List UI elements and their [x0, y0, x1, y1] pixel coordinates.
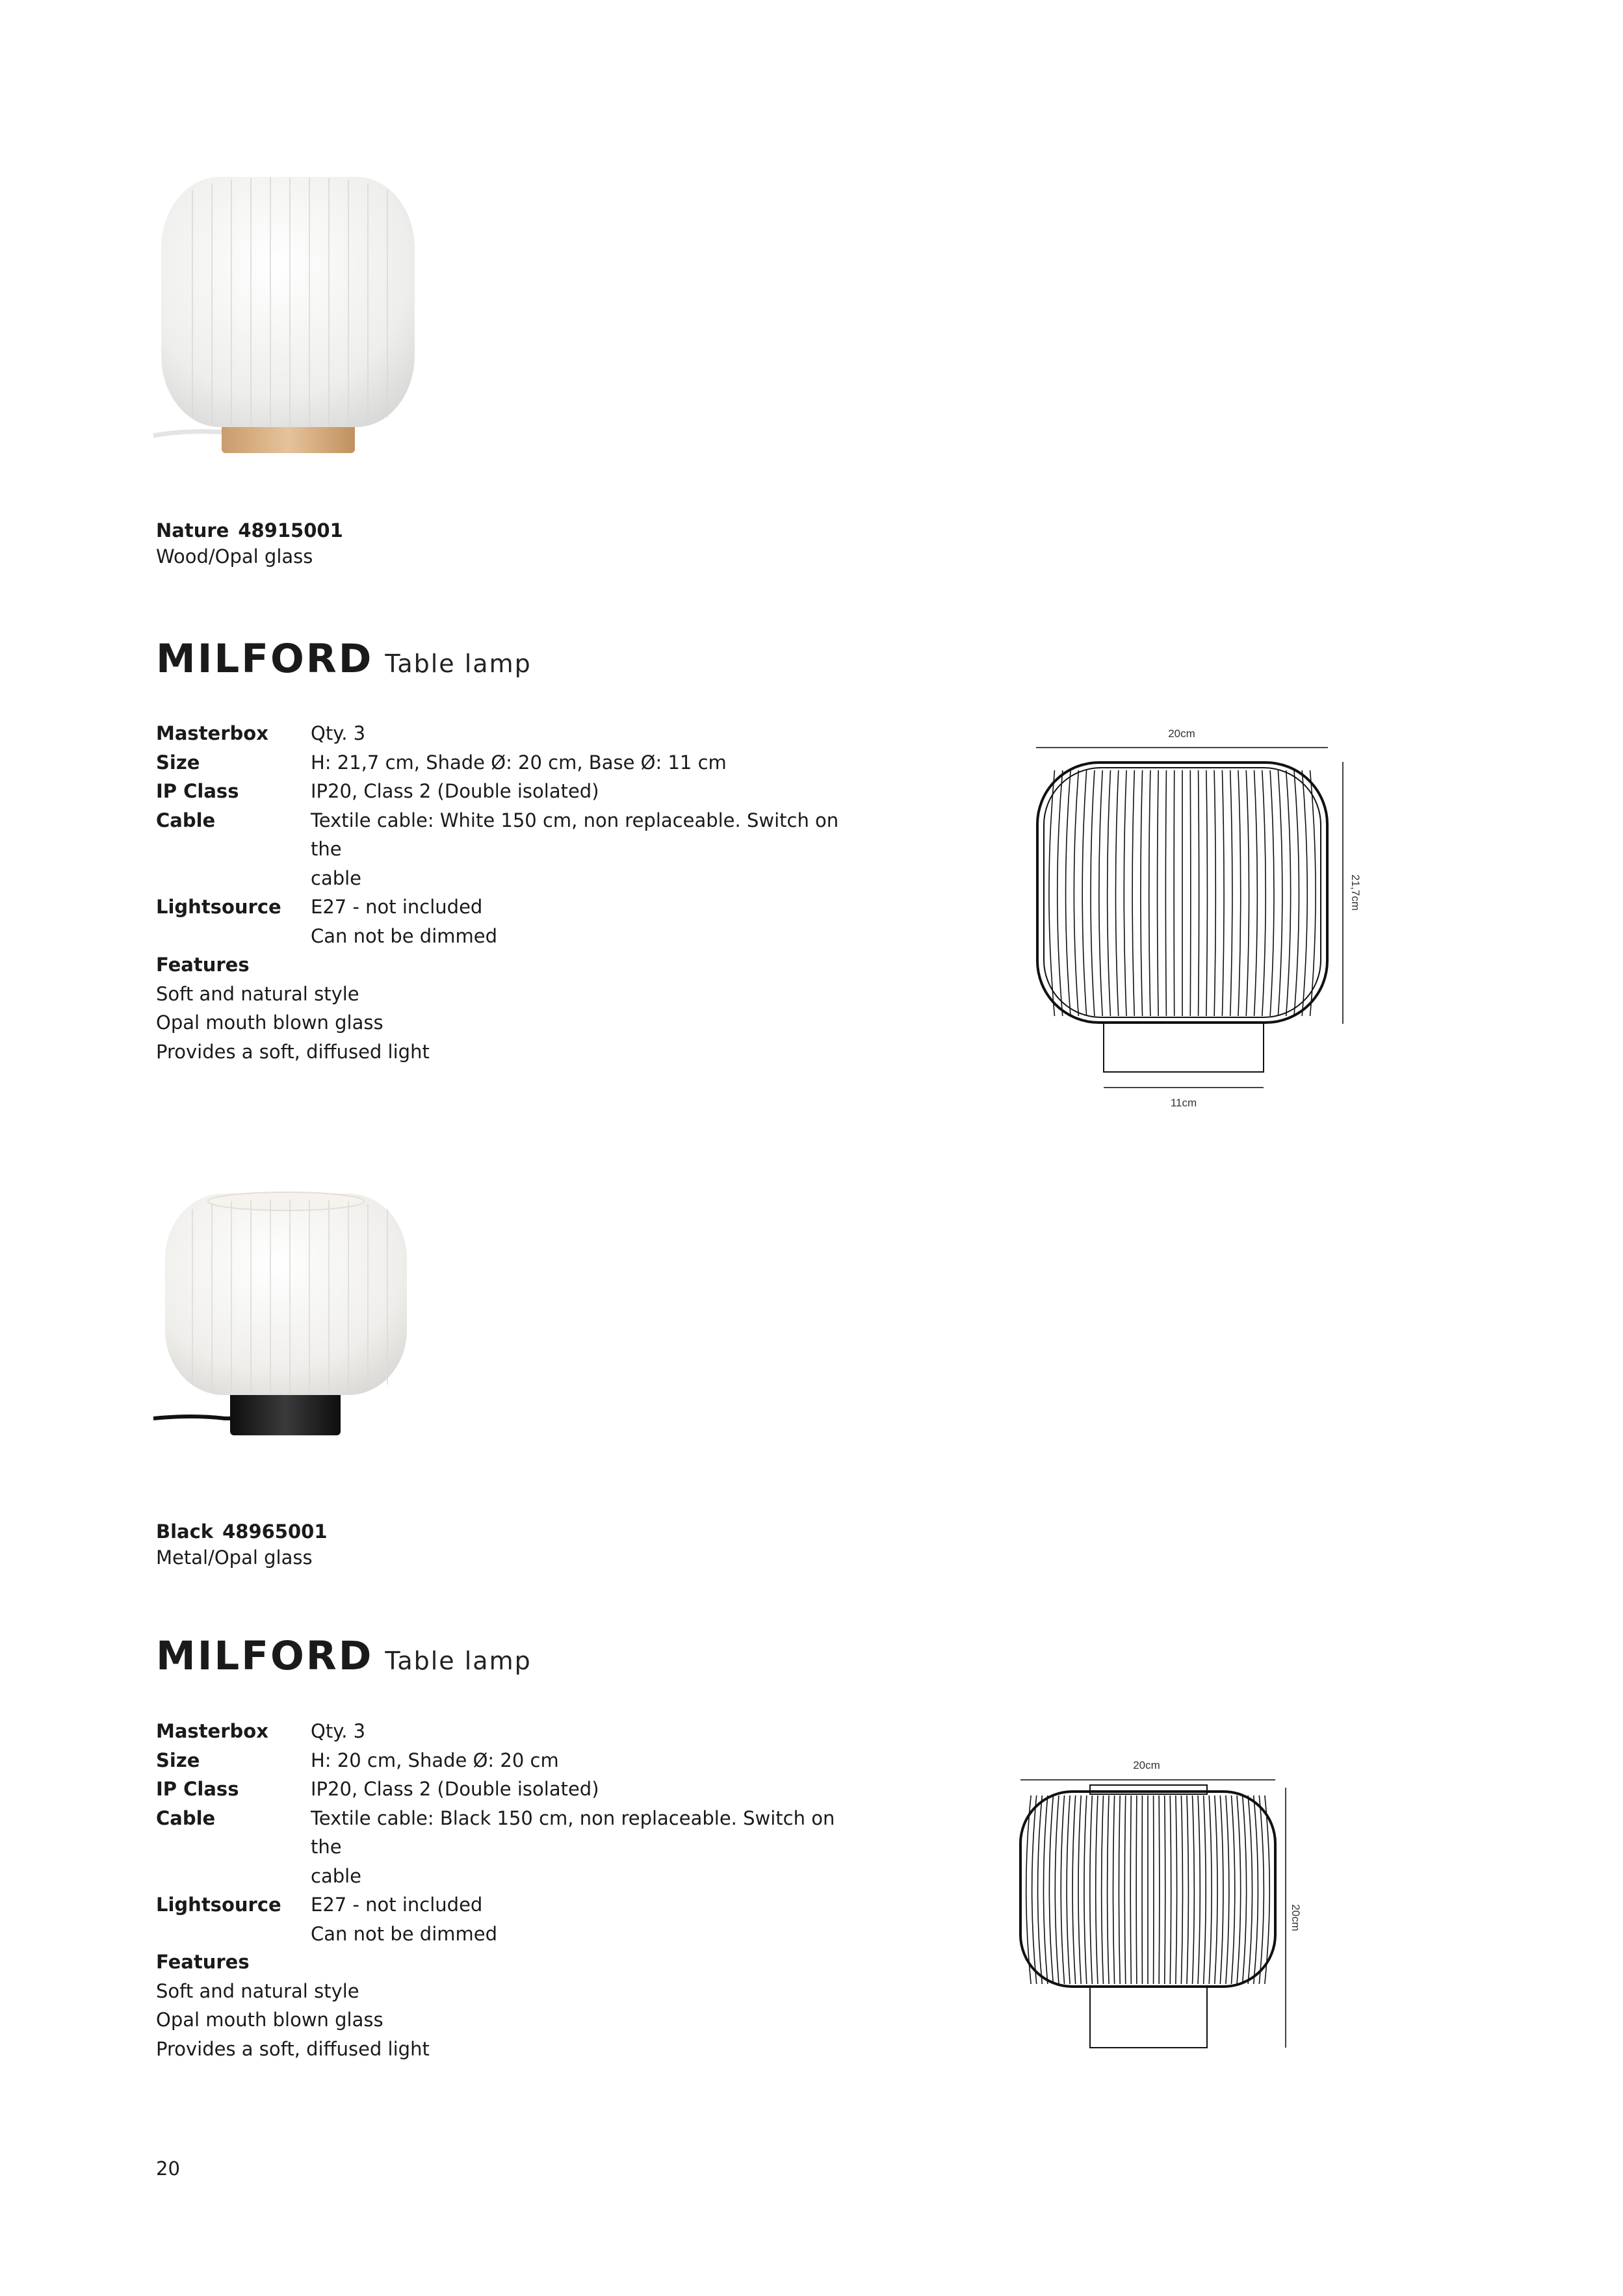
shade-rib	[1214, 770, 1215, 1016]
product-type: Table lamp	[385, 1647, 532, 1675]
shade-rib	[1061, 1795, 1064, 1984]
spec-label: Masterbox	[156, 1720, 268, 1742]
variant-material: Metal/Opal glass	[156, 1546, 313, 1569]
spec-value: H: 20 cm, Shade Ø: 20 cm	[311, 1749, 559, 1771]
shade-rib	[1078, 1795, 1081, 1984]
spec-label: IP Class	[156, 1778, 239, 1800]
shade-rib	[1049, 770, 1055, 1016]
dimension-label-height: 21,7cm	[1349, 874, 1362, 911]
shade-rib	[1174, 770, 1175, 1016]
variant-finish: Black	[156, 1520, 214, 1543]
shade-rib	[1102, 1795, 1104, 1984]
shade-rib	[1141, 770, 1143, 1016]
shade-rib	[1209, 1795, 1212, 1984]
item-number: 48965001	[222, 1520, 328, 1543]
spec-value: Textile cable: White 150 cm, non replaceable. Switch on the cable	[311, 809, 839, 889]
shade-rib	[1220, 1795, 1223, 1984]
shade-rib	[1270, 770, 1274, 1016]
shade-rib	[1108, 770, 1111, 1016]
shade-rib	[1072, 1795, 1076, 1984]
variant-code	[156, 517, 343, 543]
shade-rib	[1124, 1795, 1125, 1984]
shade-rib	[1190, 770, 1191, 1016]
shade-rib	[1082, 770, 1086, 1016]
spec-row-masterbox	[156, 719, 850, 748]
shade-rib	[1259, 1795, 1264, 1984]
shade-rib	[1136, 1795, 1137, 1984]
product-title	[156, 636, 532, 682]
shade-rib	[1310, 770, 1316, 1016]
shade-rib	[1084, 1795, 1087, 1984]
spec-label: Size	[156, 1749, 200, 1771]
spec-value: IP20, Class 2 (Double isolated)	[311, 1778, 599, 1800]
spec-value: Textile cable: Black 150 cm, non replaceable. Switch on the cable	[311, 1807, 835, 1887]
shade-rib	[1108, 1795, 1109, 1984]
shade-rib	[1206, 770, 1208, 1016]
features-heading: Features	[156, 954, 250, 976]
product-title	[156, 1633, 532, 1679]
spec-row-size	[156, 1746, 850, 1775]
spec-label: Cable	[156, 809, 216, 831]
variant-caption	[156, 1519, 328, 1571]
spec-value: Qty. 3	[311, 722, 366, 744]
shade-rib	[1099, 770, 1102, 1016]
shade-rib	[1302, 770, 1307, 1016]
spec-row-masterbox	[156, 1717, 850, 1746]
product-photo-black	[153, 1190, 439, 1450]
shade-rib	[1278, 770, 1282, 1016]
variant-caption	[156, 517, 343, 569]
feature-item: Provides a soft, diffused light	[156, 2037, 430, 2060]
product-photo-nature	[153, 170, 439, 469]
shade-rib	[1158, 770, 1159, 1016]
dimension-label-height: 20cm	[1290, 1904, 1302, 1931]
features-list	[156, 950, 430, 1066]
product-name: MILFORD	[156, 636, 374, 682]
shade-rib	[1254, 770, 1258, 1016]
shade-rib	[1246, 770, 1249, 1016]
spec-label: Cable	[156, 1807, 216, 1829]
spec-row-ip-class	[156, 1775, 850, 1804]
shade-rib	[1222, 770, 1224, 1016]
shade-rib	[1032, 1795, 1037, 1984]
shade-rib	[1149, 770, 1150, 1016]
shade-rib	[1058, 770, 1063, 1016]
page-number: 20	[156, 2158, 180, 2180]
variant-code	[156, 1519, 328, 1545]
spec-value: E27 - not included Can not be dimmed	[311, 896, 498, 947]
feature-item: Provides a soft, diffused light	[156, 1040, 430, 1063]
shade-rib	[1181, 1795, 1182, 1984]
shade-rib	[1238, 770, 1241, 1016]
spec-label: IP Class	[156, 780, 239, 802]
shade-rib	[1176, 1795, 1177, 1984]
shade-rib	[1286, 770, 1291, 1016]
feature-item: Opal mouth blown glass	[156, 2009, 383, 2031]
shade-rib	[1204, 1795, 1206, 1984]
shade-rib	[1066, 770, 1071, 1016]
features-list	[156, 1948, 430, 2063]
white-ribbed-opal-lamp-with-black-base-icon	[153, 1190, 439, 1450]
dimension-drawing-nature	[1027, 718, 1365, 1121]
variant-material: Wood/Opal glass	[156, 545, 313, 567]
spec-row-cable	[156, 1804, 850, 1891]
shade-rib	[1130, 1795, 1131, 1984]
shade-rib	[1230, 770, 1232, 1016]
shade-rib	[1067, 1795, 1070, 1984]
shade-rib	[1119, 1795, 1120, 1984]
shade-rib	[1198, 1795, 1200, 1984]
white-ribbed-opal-lamp-with-wood-base-icon	[153, 170, 439, 469]
shade-rib	[1193, 1795, 1195, 1984]
spec-row-lightsource	[156, 1890, 850, 1948]
shade-rib	[1187, 1795, 1188, 1984]
spec-value: H: 21,7 cm, Shade Ø: 20 cm, Base Ø: 11 cm	[311, 751, 727, 774]
shade-rib	[1254, 1795, 1258, 1984]
shade-rib	[1237, 1795, 1241, 1984]
product-type: Table lamp	[385, 649, 532, 678]
spec-label: Size	[156, 751, 200, 774]
shade-rib	[1159, 1795, 1160, 1984]
shade-rib	[1215, 1795, 1217, 1984]
spec-row-ip-class	[156, 777, 850, 806]
features-heading: Features	[156, 1951, 250, 1973]
item-number: 48915001	[238, 519, 343, 541]
shade-rib	[1132, 770, 1134, 1016]
shade-rib	[1265, 1795, 1269, 1984]
spec-table	[156, 1717, 850, 1948]
spec-value: Qty. 3	[311, 1720, 366, 1742]
shade-rib	[1243, 1795, 1247, 1984]
shade-rib	[1074, 770, 1078, 1016]
feature-item: Soft and natural style	[156, 982, 359, 1005]
shade-rib	[1262, 770, 1266, 1016]
spec-table	[156, 719, 850, 950]
shade-rib	[1113, 1795, 1114, 1984]
shade-rib	[1055, 1795, 1059, 1984]
feature-item: Soft and natural style	[156, 1979, 359, 2002]
spec-label: Lightsource	[156, 896, 281, 918]
shade-rib	[1165, 770, 1166, 1016]
spec-value: E27 - not included Can not be dimmed	[311, 1894, 498, 1945]
shade-rib	[1026, 1795, 1031, 1984]
feature-item: Opal mouth blown glass	[156, 1011, 383, 1034]
shade-rib	[1115, 770, 1118, 1016]
dimension-label-width: 20cm	[1133, 1759, 1160, 1771]
dimension-label-base: 11cm	[1170, 1097, 1197, 1109]
shade-rib	[1043, 1795, 1047, 1984]
shade-rib	[1038, 1795, 1043, 1984]
shade-rib	[1248, 1795, 1252, 1984]
shade-rib	[1294, 770, 1299, 1016]
shade-rib	[1090, 1795, 1093, 1984]
shade-rib	[1124, 770, 1126, 1016]
shade-rib	[1091, 770, 1095, 1016]
spec-label: Masterbox	[156, 722, 268, 744]
dimension-label-width: 20cm	[1168, 727, 1195, 740]
spec-label: Lightsource	[156, 1894, 281, 1916]
dimension-drawing-black	[1007, 1749, 1313, 2054]
spec-row-size	[156, 748, 850, 777]
shade-rib	[1231, 1795, 1234, 1984]
shade-rib	[1096, 1795, 1098, 1984]
spec-row-lightsource	[156, 893, 850, 950]
shade-rib	[1049, 1795, 1053, 1984]
shade-rib	[1170, 1795, 1171, 1984]
variant-finish: Nature	[156, 519, 229, 541]
shade-rib	[1226, 1795, 1229, 1984]
product-name: MILFORD	[156, 1633, 374, 1679]
spec-row-cable	[156, 806, 850, 893]
spec-value: IP20, Class 2 (Double isolated)	[311, 780, 599, 802]
